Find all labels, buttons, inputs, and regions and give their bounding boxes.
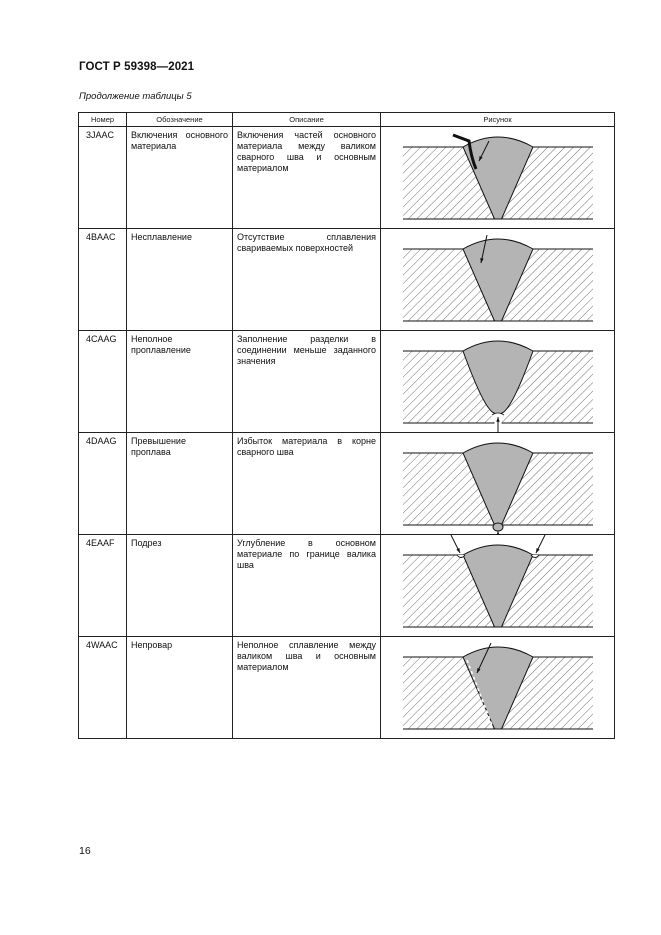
cell-description: Заполнение разделки в соединении меньше заданного значения (233, 331, 381, 433)
pointer-arrow-head (536, 548, 540, 553)
column-header-designation: Обозначение (127, 113, 233, 127)
table-row (79, 433, 615, 535)
cell-number: 4CAAG (79, 331, 127, 433)
cell-description: Избыток материала в корне сварного шва (233, 433, 381, 535)
table-header-row (79, 113, 615, 127)
pointer-arrow-head (456, 548, 460, 553)
cell-number: 4WAAC (79, 637, 127, 739)
cell-figure (381, 535, 615, 637)
table-row (79, 229, 615, 331)
excess-root-bead (493, 523, 503, 531)
cell-figure (381, 127, 615, 229)
table-row (79, 127, 615, 229)
cell-figure (381, 637, 615, 739)
cell-figure (381, 229, 615, 331)
weld-figure-undercut (381, 535, 615, 637)
table-row (79, 331, 615, 433)
column-header-number: Номер (79, 113, 127, 127)
column-header-figure: Рисунок (381, 113, 615, 127)
defects-table (78, 112, 615, 739)
weld-figure-lack-of-fusion (381, 229, 615, 331)
cell-designation: Несплавление (127, 229, 233, 331)
cell-designation: Неполное проплавление (127, 331, 233, 433)
cell-description: Углубление в основном материале по границе валика шва (233, 535, 381, 637)
cell-number: 3JAAC (79, 127, 127, 229)
cell-number: 4BAAC (79, 229, 127, 331)
weld-figure-excess-penetration (381, 433, 615, 535)
cell-designation: Непровар (127, 637, 233, 739)
cell-description: Неполное сплавление между валиком шва и основным материалом (233, 637, 381, 739)
cell-figure (381, 433, 615, 535)
table-row (79, 535, 615, 637)
weld-figure-incomplete-fusion (381, 637, 615, 739)
cell-designation: Превышение проплава (127, 433, 233, 535)
cell-designation: Подрез (127, 535, 233, 637)
cell-figure (381, 331, 615, 433)
cell-designation: Включения основного материала (127, 127, 233, 229)
cell-number: 4DAAG (79, 433, 127, 535)
pointer-arrow-head (496, 417, 499, 422)
table-caption: Продолжение таблицы 5 (79, 91, 192, 102)
page-number: 16 (79, 845, 91, 857)
document-header: ГОСТ Р 59398—2021 (79, 61, 195, 73)
cell-description: Отсутствие сплавления свариваемых поверхностей (233, 229, 381, 331)
table-row (79, 637, 615, 739)
weld-figure-inclusion (381, 127, 615, 229)
column-header-description: Описание (233, 113, 381, 127)
weld-figure-incomplete-penetration (381, 331, 615, 433)
cell-description: Включения частей основного материала между валиком сварного шва и основным материалом (233, 127, 381, 229)
cell-number: 4EAAF (79, 535, 127, 637)
